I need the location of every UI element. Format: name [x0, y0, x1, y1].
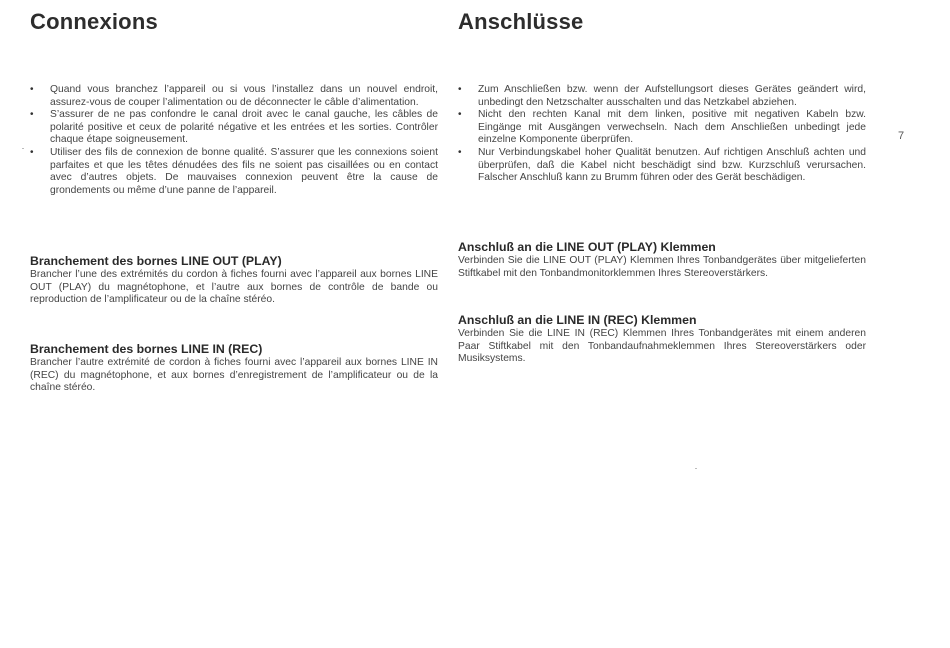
bullet-icon: •	[458, 146, 462, 158]
section-line-out-german	[458, 240, 866, 280]
bullet-text: Utiliser des fils de connexion de bonne qualité. S’assurer que les connexions soient parfaites et que les têtes dénudées des fils ne soient pas cisaillées ou en contact avec d’autres objets. De mauvaises connexion peuvent être la cause de grondements ou même d’une panne de l’appareil.	[50, 146, 438, 196]
bullet-icon: •	[30, 84, 34, 95]
section-title: Branchement des bornes LINE IN (REC)	[30, 342, 263, 356]
bullet-text: Zum Anschließen bzw. wenn der Aufstellungsort dieses Gerätes geändert wird, unbedingt den Netzschalter ausschalten und das Netzkabel abziehen.	[478, 84, 866, 108]
bullet-icon: •	[458, 109, 462, 121]
scan-speck	[695, 468, 697, 469]
bullet-icon: •	[458, 84, 462, 95]
bullet-text: Quand vous branchez l’appareil ou si vous l’installez dans un nouvel endroit, assurez-vous de couper l’alimentation ou de déconnecter le câble d’alimentation.	[50, 84, 438, 108]
french-bullet-list	[30, 84, 438, 197]
bullet-text: Nur Verbindungskabel hoher Qualität benutzen. Auf richtigen Anschluß achten und überprüfen, daß die Kabel nicht beschädigt sind bzw. Kurzschluß verursachen. Falscher Anschluß kann zu Brumm führen oder des Gerät beschädigen.	[478, 146, 866, 184]
section-text: Verbinden Sie die LINE OUT (PLAY) Klemmen Ihres Tonbandgerätes über mitgelieferten Stiftkabel mit den Tonbandmonitorklemmen Ihres Stereoverstärkers.	[458, 255, 866, 279]
section-title: Anschluß an die LINE OUT (PLAY) Klemmen	[458, 240, 716, 254]
german-bullet-list	[458, 84, 866, 185]
section-title: Branchement des bornes LINE OUT (PLAY)	[30, 254, 282, 268]
list-item	[458, 147, 866, 185]
bullet-icon: •	[30, 109, 34, 121]
list-item	[30, 147, 438, 197]
section-title: Anschluß an die LINE IN (REC) Klemmen	[458, 313, 697, 327]
section-text: Brancher l’une des extrémités du cordon à fiches fourni avec l’appareil aux bornes LINE OUT (PLAY) du magnétophone, et l’autre aux bornes de contrôle de bande ou reproduction de l’amplificateur ou de la chaîne stéréo.	[30, 269, 438, 306]
bullet-text: S’assurer de ne pas confondre le canal droit avec le canal gauche, les câbles de polarité positive et ceux de polarité négative et les entrées et les sorties. Contrôler chaque étape soigneusement.	[50, 109, 438, 146]
bullet-icon: •	[30, 146, 34, 158]
section-line-in-french	[30, 342, 438, 395]
section-line-in-german	[458, 313, 866, 366]
page-number: 7	[898, 130, 905, 142]
list-item	[30, 109, 438, 147]
list-item	[30, 84, 438, 109]
list-item	[458, 84, 866, 109]
scan-speck	[22, 148, 24, 149]
section-text: Brancher l’autre extrémité de cordon à fiches fourni avec l’appareil aux bornes LINE IN (REC) du magnétophone, et aux bornes d’enregistrement de l’amplificateur ou de la chaîne stéréo.	[30, 357, 438, 394]
section-line-out-french	[30, 254, 438, 307]
page-title-german: Anschlüsse	[458, 9, 584, 34]
list-item	[458, 109, 866, 147]
section-text: Verbinden Sie die LINE IN (REC) Klemmen Ihres Tonbandgerätes mit einem anderen Paar Stiftkabel mit den Tonbandaufnahmeklemmen Ihres Stereoverstärkers oder Musiksystems.	[458, 328, 866, 365]
bullet-text: Nicht den rechten Kanal mit dem linken, positive mit negativen Kabeln bzw. Eingänge mit Ausgängen verwechseln. Nach dem Anschließen unbedingt jede einzelne Komponente überprüfen.	[478, 109, 866, 146]
page-title-french: Connexions	[30, 9, 158, 34]
